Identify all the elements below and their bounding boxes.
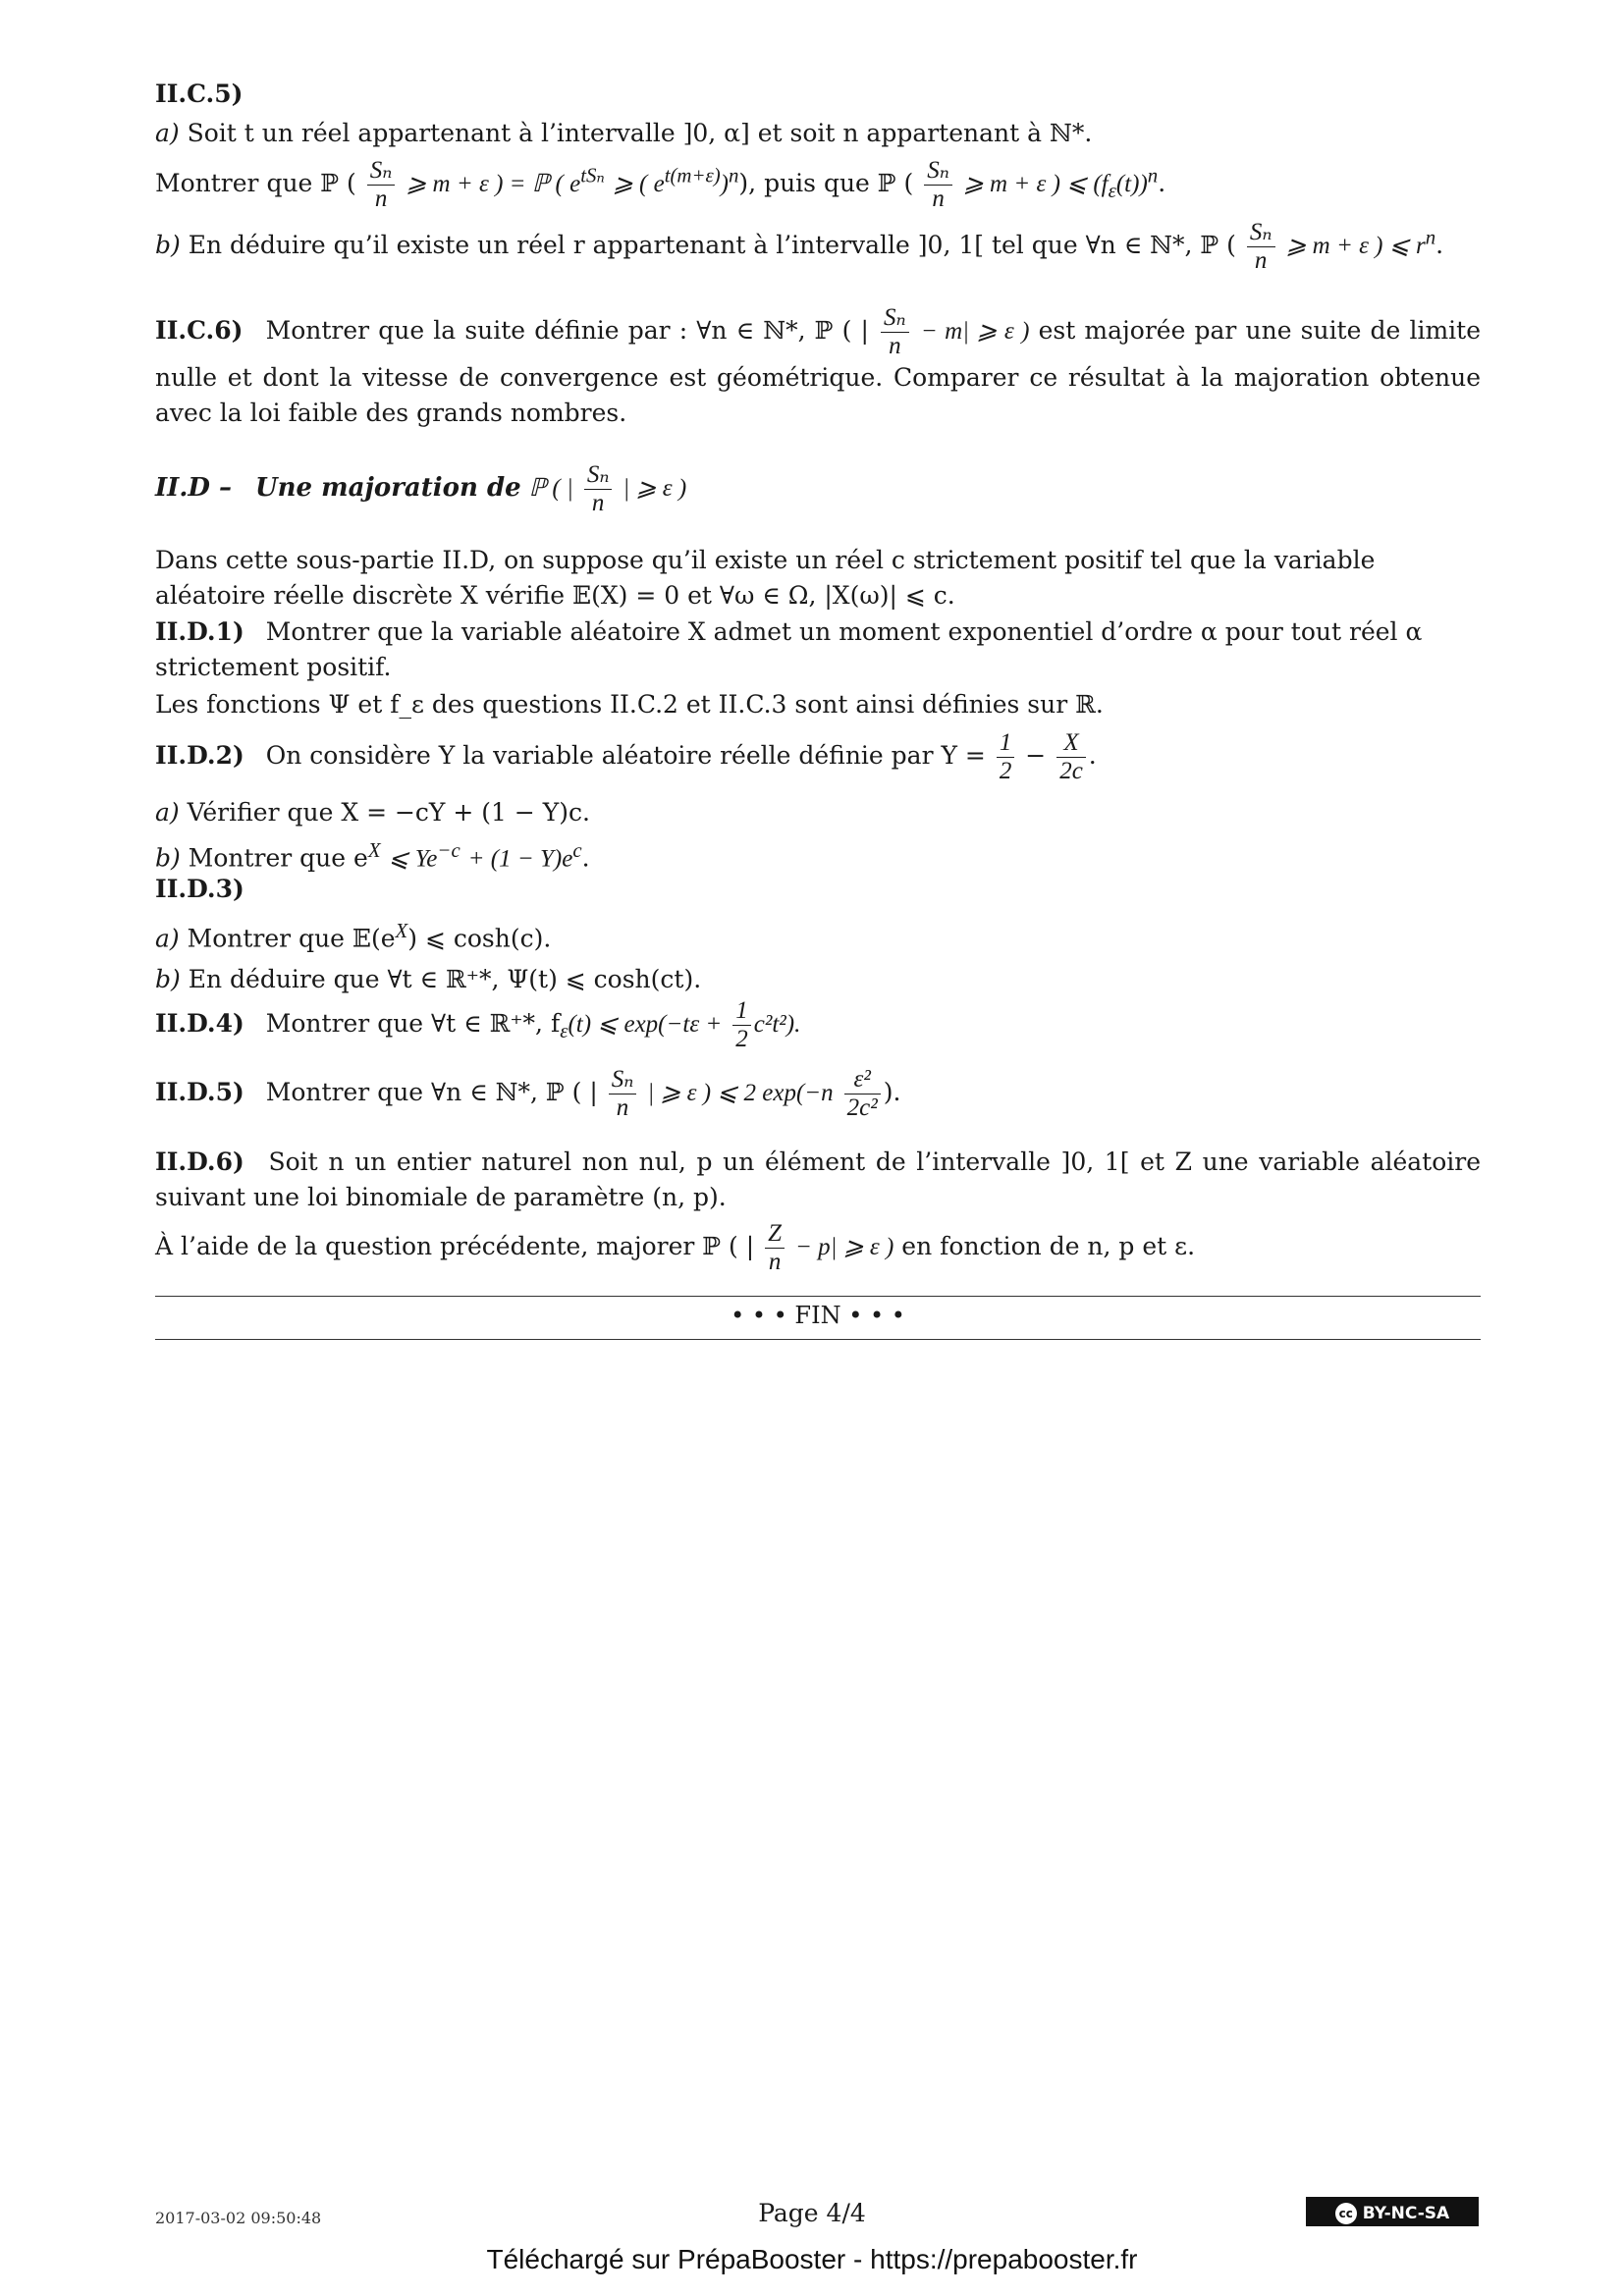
- fraction: $\frac{\text{ε²}}{\text{2c²}}$: [844, 1066, 881, 1122]
- fraction: $\frac{1}{2}$: [997, 729, 1015, 785]
- fraction: $\frac{\text{Sₙ}}{n}$: [584, 461, 613, 517]
- fraction: $\frac{\text{Sₙ}}{n}$: [924, 157, 952, 213]
- divider-bottom: [155, 1339, 1481, 1340]
- fraction: $\frac{1}{2}$: [732, 997, 751, 1053]
- fraction: $\frac{Z}{n}$: [765, 1220, 785, 1276]
- question-II-D-2-a: a) Vérifier que X = −cY + (1 − Y)c.: [155, 798, 590, 827]
- divider-top: [155, 1296, 1481, 1297]
- cc-icon: cc: [1335, 2203, 1357, 2224]
- question-II-D-3-a: a) Montrer que $𝔼(e^X)$ ⩽ cosh(c).: [155, 919, 552, 953]
- fraction: $\frac{\text{Sₙ}}{n}$: [367, 157, 396, 213]
- question-II-D-1: II.D.1) Montrer que la variable aléatoire X admet un moment exponentiel d’ordre α pour tout réel α strictement positif.: [155, 617, 1423, 681]
- fraction: $\frac{\text{Sₙ}}{n}$: [881, 304, 909, 360]
- section-heading-II-D: II.D – Une majoration de ℙ ( | $\frac{\text{Sₙ}}{n}$ | ⩾ ε ): [155, 461, 687, 516]
- download-source-link[interactable]: Téléchargé sur PrépaBooster - https://prepabooster.fr: [486, 2244, 1138, 2274]
- fraction: $\frac{\text{Sₙ}}{n}$: [609, 1066, 637, 1122]
- question-II-C-6: II.C.6) Montrer que la suite définie par : ∀n ∈ ℕ*, ℙ ( | $\frac{\text{Sₙ}}{n}$ − m| ⩾ ε ) est majorée par une suite de limite nulle et dont la vitesse de convergence est géométrique. Comparer ce résultat à la majoration obtenue avec la loi faible des grands nombres.: [155, 304, 1482, 427]
- question-part-b: b) En déduire qu’il existe un réel r appartenant à l’intervalle ]0, 1[ tel que ∀n ∈ ℕ*, ℙ ( $\frac{\text{Sₙ}}{n}$ ⩾ m + ε ) ⩽ $r^n$.: [155, 219, 1444, 274]
- question-II-D-2: II.D.2) On considère Y la variable aléatoire réelle définie par Y = $\frac{1}{2}$ − $\frac{X}{2c}$ .: [155, 729, 1097, 784]
- question-II-D-4: II.D.4) Montrer que ∀t ∈ ℝ⁺*, $f_\varepsilon(t)$ ⩽ exp(−tε + $\frac{1}{2}$ c²t²).: [155, 997, 801, 1052]
- question-II-D-3-b: b) En déduire que ∀t ∈ ℝ⁺*, Ψ(t) ⩽ cosh(ct).: [155, 965, 702, 994]
- fraction: $\frac{X}{2c}$: [1056, 729, 1086, 785]
- question-II-C-5: [155, 77, 1481, 275]
- question-II-D-2-b: b) Montrer que $e^X$ ⩽ $Ye^{-c} + (1 - Y)e^c$.: [155, 838, 590, 873]
- question-part-a-show: Montrer que ℙ ( $\frac{\text{Sₙ}}{n}$ ⩾ m + ε ) = ℙ ( $e^{tS_n}$ ⩾ ( $e^{t(m+\varepsilon)})^n$), puis que ℙ ( $\frac{\text{Sₙ}}{n}$ ⩾ m + ε ) ⩽ $(f_\varepsilon(t))^n$.: [155, 157, 1166, 212]
- question-II-D-3: II.D.3) a) Montrer que $𝔼(e^X)$ ⩽ cosh(c). b) En déduire que ∀t ∈ ℝ⁺*, Ψ(t) ⩽ cosh(ct).: [155, 872, 1481, 997]
- license-badge: cc BY-NC-SA: [1306, 2197, 1479, 2226]
- question-title: II.C.5): [155, 80, 244, 108]
- question-II-D-5: II.D.5) Montrer que ∀n ∈ ℕ*, ℙ ( | $\frac{\text{Sₙ}}{n}$ | ⩾ ε ) ⩽ 2 exp(−n $\frac{\text{ε²}}{\text{2c²}}$ ).: [155, 1066, 901, 1121]
- timestamp: 2017-03-02 09:50:48: [155, 2209, 322, 2227]
- question-II-D-6: II.D.6) Soit n un entier naturel non nul, p un élément de l’intervalle ]0, 1[ et Z une variable aléatoire suivant une loi binomiale de paramètre (n, p).: [155, 1148, 1482, 1211]
- question-II-D-1-follow: Les fonctions Ψ et f_ε des questions II.C.2 et II.C.3 sont ainsi définies sur ℝ.: [155, 690, 1104, 719]
- intro-II-D: Dans cette sous-partie II.D, on suppose qu’il existe un réel c strictement positif tel que la variable aléatoire réelle discrète X vérifie 𝔼(X) = 0 et ∀ω ∈ Ω, |X(ω)| ⩽ c.: [155, 546, 1376, 610]
- end-marker: • • • FIN • • •: [731, 1302, 905, 1329]
- fraction: $\frac{\text{Sₙ}}{n}$: [1247, 219, 1275, 275]
- question-part-a: a) Soit t un réel appartenant à l’intervalle ]0, α] et soit n appartenant à ℕ*.: [155, 119, 1093, 147]
- question-II-D-6-follow: À l’aide de la question précédente, majorer ℙ ( | $\frac{Z}{n}$ − p| ⩾ ε ) en fonction de n, p et ε.: [155, 1220, 1196, 1275]
- page-number: Page 4/4: [758, 2199, 866, 2227]
